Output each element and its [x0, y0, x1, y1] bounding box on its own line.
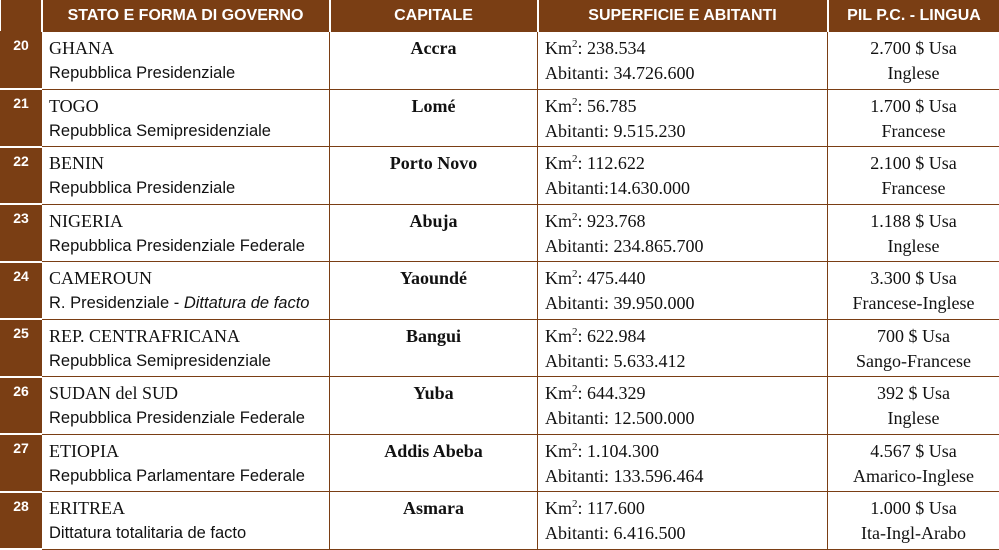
state-cell	[42, 89, 330, 147]
population: Abitanti:14.630.000	[545, 176, 827, 201]
header-row	[1, 0, 999, 32]
km-separator: :	[578, 326, 588, 346]
km-label: Km	[545, 96, 572, 116]
state-cell	[42, 262, 330, 320]
capital-cell: Lomé	[330, 89, 538, 147]
population: Abitanti: 9.515.230	[545, 119, 827, 144]
table-row	[1, 32, 999, 90]
km-separator: :	[578, 268, 588, 288]
area-cell	[538, 147, 828, 205]
capital-cell: Addis Abeba	[330, 434, 538, 492]
government-form	[49, 464, 329, 489]
row-number: 25	[1, 319, 42, 377]
table-header	[1, 0, 999, 32]
area-cell	[538, 204, 828, 262]
gdp-cell	[828, 204, 999, 262]
state-name: ETIOPIA	[49, 439, 329, 464]
state-cell	[42, 204, 330, 262]
capital-cell: Asmara	[330, 492, 538, 550]
km-superscript: 2	[572, 498, 578, 510]
state-cell	[42, 32, 330, 90]
gdp-per-capita: 4.567 $ Usa	[828, 439, 999, 464]
gdp-per-capita: 1.000 $ Usa	[828, 496, 999, 521]
capital-cell: Accra	[330, 32, 538, 90]
government-form	[49, 176, 329, 201]
state-name: GHANA	[49, 36, 329, 61]
row-number: 24	[1, 262, 42, 320]
government-form-note: Dittatura de facto	[184, 294, 310, 312]
gdp-per-capita: 3.300 $ Usa	[828, 266, 999, 291]
km-label: Km	[545, 153, 572, 173]
gdp-per-capita: 1.700 $ Usa	[828, 94, 999, 119]
state-name: ERITREA	[49, 496, 329, 521]
km-superscript: 2	[572, 441, 578, 453]
state-name: CAMEROUN	[49, 266, 329, 291]
state-cell	[42, 147, 330, 205]
row-number: 27	[1, 434, 42, 492]
area-cell	[538, 377, 828, 435]
km-superscript: 2	[572, 211, 578, 223]
header-gdp: PIL P.C. - LINGUA	[828, 0, 999, 32]
capital-cell: Abuja	[330, 204, 538, 262]
surface-value: 1.104.300	[587, 441, 659, 461]
area-cell	[538, 32, 828, 90]
government-form	[49, 521, 329, 546]
gdp-per-capita: 392 $ Usa	[828, 381, 999, 406]
km-superscript: 2	[572, 153, 578, 165]
area-cell	[538, 89, 828, 147]
capital-cell: Yuba	[330, 377, 538, 435]
km-superscript: 2	[572, 38, 578, 50]
language: Sango-Francese	[828, 349, 999, 374]
surface-value: 56.785	[587, 96, 637, 116]
government-form	[49, 291, 329, 316]
area-cell	[538, 262, 828, 320]
surface-area	[545, 94, 827, 119]
row-number: 26	[1, 377, 42, 435]
government-form	[49, 349, 329, 374]
surface-value: 117.600	[587, 498, 645, 518]
state-cell	[42, 492, 330, 550]
language: Inglese	[828, 61, 999, 86]
km-label: Km	[545, 498, 572, 518]
surface-area	[545, 266, 827, 291]
population: Abitanti: 34.726.600	[545, 61, 827, 86]
km-label: Km	[545, 268, 572, 288]
surface-area	[545, 209, 827, 234]
km-separator: :	[578, 153, 588, 173]
km-superscript: 2	[572, 268, 578, 280]
language: Inglese	[828, 234, 999, 259]
government-form-text: Repubblica Presidenziale	[49, 179, 235, 197]
table-row	[1, 262, 999, 320]
surface-area	[545, 36, 827, 61]
table-row	[1, 147, 999, 205]
state-name: NIGERIA	[49, 209, 329, 234]
surface-area	[545, 496, 827, 521]
header-capital: CAPITALE	[330, 0, 538, 32]
surface-area	[545, 439, 827, 464]
area-cell	[538, 319, 828, 377]
gdp-cell	[828, 492, 999, 550]
area-cell	[538, 434, 828, 492]
area-cell	[538, 492, 828, 550]
km-label: Km	[545, 383, 572, 403]
km-label: Km	[545, 38, 572, 58]
language: Ita-Ingl-Arabo	[828, 521, 999, 546]
government-form-text: Dittatura totalitaria de facto	[49, 524, 246, 542]
header-corner	[1, 0, 42, 32]
surface-value: 475.440	[587, 268, 646, 288]
surface-value: 238.534	[587, 38, 646, 58]
government-form-text: Repubblica Presidenziale	[49, 64, 235, 82]
header-state: STATO E FORMA DI GOVERNO	[42, 0, 330, 32]
government-form-text: Repubblica Parlamentare Federale	[49, 467, 305, 485]
row-number: 23	[1, 204, 42, 262]
gdp-cell	[828, 377, 999, 435]
surface-value: 112.622	[587, 153, 645, 173]
gdp-cell	[828, 434, 999, 492]
surface-area	[545, 151, 827, 176]
state-cell	[42, 319, 330, 377]
gdp-cell	[828, 262, 999, 320]
surface-value: 622.984	[587, 326, 646, 346]
language: Francese-Inglese	[828, 291, 999, 316]
surface-area	[545, 324, 827, 349]
government-form-text: R. Presidenziale -	[49, 294, 184, 312]
km-separator: :	[578, 498, 588, 518]
gdp-per-capita: 2.700 $ Usa	[828, 36, 999, 61]
population: Abitanti: 39.950.000	[545, 291, 827, 316]
state-name: BENIN	[49, 151, 329, 176]
population: Abitanti: 234.865.700	[545, 234, 827, 259]
state-name: SUDAN del SUD	[49, 381, 329, 406]
table-row	[1, 377, 999, 435]
km-separator: :	[578, 38, 588, 58]
state-name: TOGO	[49, 94, 329, 119]
km-label: Km	[545, 211, 572, 231]
gdp-cell	[828, 147, 999, 205]
surface-area	[545, 381, 827, 406]
km-separator: :	[578, 211, 588, 231]
surface-value: 923.768	[587, 211, 646, 231]
capital-cell: Bangui	[330, 319, 538, 377]
km-label: Km	[545, 441, 572, 461]
surface-value: 644.329	[587, 383, 646, 403]
government-form-text: Repubblica Semipresidenziale	[49, 122, 271, 140]
table-row	[1, 492, 999, 550]
row-number: 20	[1, 32, 42, 90]
row-number: 21	[1, 89, 42, 147]
language: Francese	[828, 176, 999, 201]
table-body	[1, 32, 999, 550]
population: Abitanti: 12.500.000	[545, 406, 827, 431]
km-separator: :	[578, 383, 588, 403]
state-cell	[42, 434, 330, 492]
state-cell	[42, 377, 330, 435]
table-row	[1, 89, 999, 147]
population: Abitanti: 6.416.500	[545, 521, 827, 546]
gdp-cell	[828, 32, 999, 90]
language: Francese	[828, 119, 999, 144]
government-form	[49, 406, 329, 431]
capital-cell: Porto Novo	[330, 147, 538, 205]
row-number: 28	[1, 492, 42, 550]
language: Amarico-Inglese	[828, 464, 999, 489]
gdp-per-capita: 1.188 $ Usa	[828, 209, 999, 234]
gdp-cell	[828, 89, 999, 147]
government-form	[49, 234, 329, 259]
header-area: SUPERFICIE E ABITANTI	[538, 0, 828, 32]
government-form-text: Repubblica Presidenziale Federale	[49, 237, 305, 255]
table-row	[1, 319, 999, 377]
km-superscript: 2	[572, 383, 578, 395]
km-superscript: 2	[572, 96, 578, 108]
table-row	[1, 204, 999, 262]
km-separator: :	[578, 96, 588, 116]
state-name: REP. CENTRAFRICANA	[49, 324, 329, 349]
population: Abitanti: 5.633.412	[545, 349, 827, 374]
row-number: 22	[1, 147, 42, 205]
table-row	[1, 434, 999, 492]
language: Inglese	[828, 406, 999, 431]
population: Abitanti: 133.596.464	[545, 464, 827, 489]
capital-cell: Yaoundé	[330, 262, 538, 320]
km-superscript: 2	[572, 326, 578, 338]
government-form	[49, 119, 329, 144]
gdp-per-capita: 2.100 $ Usa	[828, 151, 999, 176]
government-form-text: Repubblica Presidenziale Federale	[49, 409, 305, 427]
gdp-cell	[828, 319, 999, 377]
government-form-text: Repubblica Semipresidenziale	[49, 352, 271, 370]
km-label: Km	[545, 326, 572, 346]
gdp-per-capita: 700 $ Usa	[828, 324, 999, 349]
government-form	[49, 61, 329, 86]
km-separator: :	[578, 441, 588, 461]
